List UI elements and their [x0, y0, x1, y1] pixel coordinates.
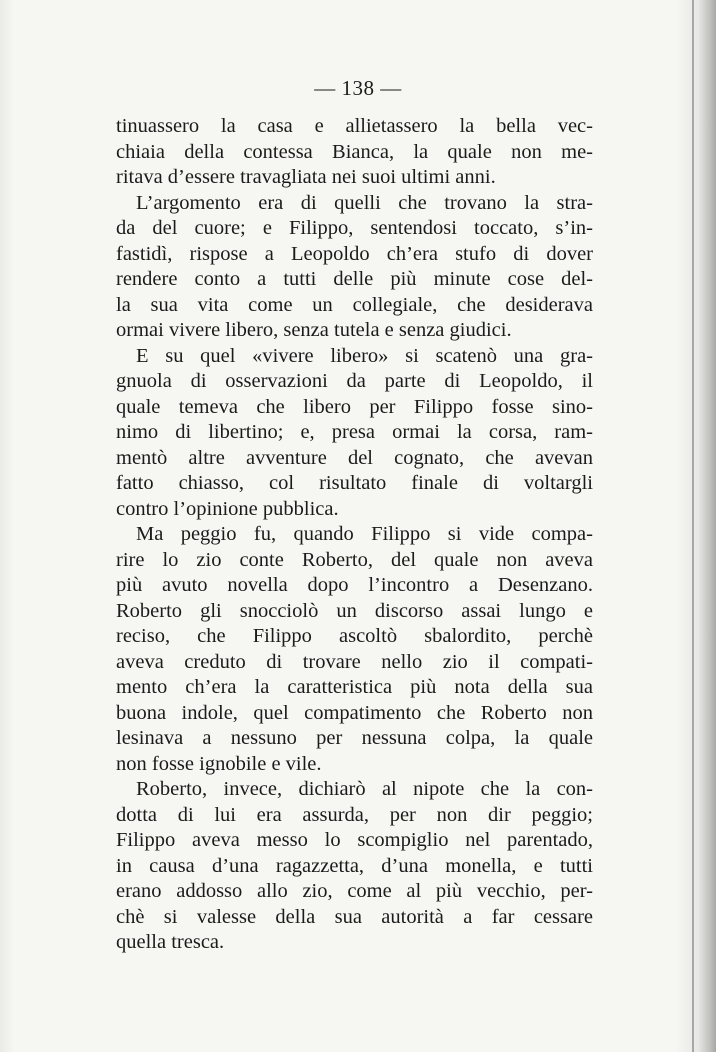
text-line: quale temeva che libero per Filippo fosse sino-: [116, 395, 593, 418]
text-line: tinuassero la casa e allietassero la bella vec-: [116, 115, 593, 137]
text-line: reciso, che Filippo ascoltò sbalordito, perchè: [116, 625, 593, 647]
text-line: dotta di lui era assurda, per non dir peggio;: [116, 803, 593, 826]
text-line: rendere conto a tutti delle più minute cose del-: [116, 268, 593, 290]
text-line: più avuto novella dopo l’incontro a Desenzano.: [116, 574, 593, 596]
text-line: in causa d’una ragazzetta, d’una monella, e tutti: [116, 854, 593, 877]
text-line: da del cuore; e Filippo, sentendosi toccato, s’in-: [116, 217, 593, 239]
text-line: quella tresca.: [116, 931, 225, 953]
text-line: aveva creduto di trovare nello zio il compati-: [116, 650, 593, 673]
text-line: E su quel «vivere libero» si scatenò una gra-: [136, 344, 593, 367]
text-line: Ma peggio fu, quando Filippo si vide compa-: [136, 523, 593, 545]
body-text: [116, 114, 593, 956]
text-line: la sua vita come un collegiale, che desiderava: [116, 293, 593, 316]
text-line: lesinava a nessuno per nessuna colpa, la quale: [116, 727, 593, 749]
text-line: L’argomento era di quelli che trovano la stra-: [136, 191, 593, 214]
text-line: erano addosso allo zio, come al più vecchio, per-: [116, 880, 593, 902]
text-line: mentò altre avventure del cognato, che avevan: [116, 446, 593, 469]
page-binding-edge: [692, 0, 694, 1052]
text-line: nimo di libertino; e, presa ormai la corsa, ram-: [116, 421, 593, 443]
text-line: Roberto gli snocciolò un discorso assai lungo e: [116, 599, 593, 622]
page-binding-shadow: [676, 0, 716, 1052]
text-line: ritava d’essere travagliata nei suoi ultimi anni.: [116, 166, 496, 188]
text-line: ormai vivere libero, senza tutela e senza giudici.: [116, 319, 512, 341]
page-left-edge-shadow: [0, 0, 14, 1052]
text-line: contro l’opinione pubblica.: [116, 497, 339, 520]
text-line: fatto chiasso, col risultato finale di voltargli: [116, 472, 593, 494]
text-line: Filippo aveva messo lo scompiglio nel parentado,: [116, 829, 593, 851]
text-line: buona indole, quel compatimento che Roberto non: [116, 701, 593, 724]
text-line: Roberto, invece, dichiarò al nipote che la con-: [136, 778, 593, 800]
page-number: — 138 —: [314, 76, 402, 100]
text-line: chiaia della contessa Bianca, la quale non me-: [116, 140, 593, 163]
text-line: rire lo zio conte Roberto, del quale non aveva: [116, 548, 593, 571]
text-line: gnuola di osservazioni da parte di Leopoldo, il: [116, 370, 593, 392]
text-line: fastidì, rispose a Leopoldo ch’era stufo di dover: [116, 242, 593, 265]
text-line: chè si valesse della sua autorità a far cessare: [116, 905, 593, 928]
text-line: non fosse ignobile e vile.: [116, 752, 322, 775]
text-line: mento ch’era la caratteristica più nota della sua: [116, 676, 593, 698]
